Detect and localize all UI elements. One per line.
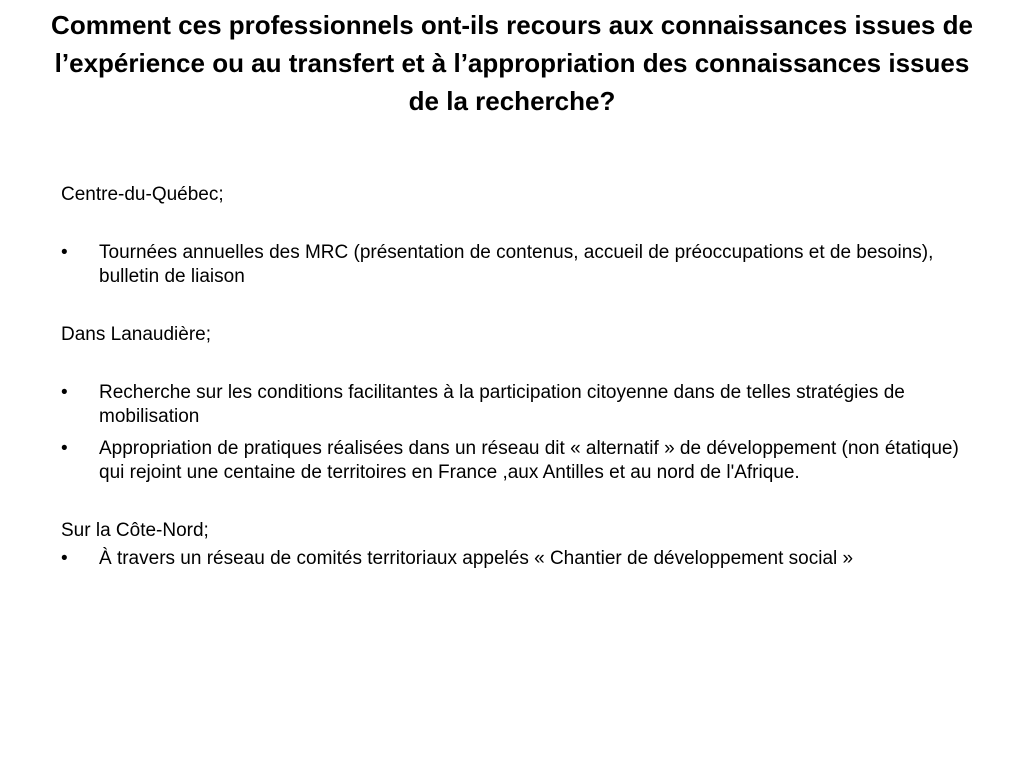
- bullet-glyph: •: [61, 548, 68, 569]
- bullet-text: Recherche sur les conditions facilitantes à la participation citoyenne dans de telles stratégies de mobilisation: [99, 382, 905, 427]
- bullet-glyph: •: [61, 242, 68, 263]
- section-heading-centre-du-quebec: Centre-du-Québec;: [61, 184, 224, 205]
- bullet-item: [61, 547, 971, 571]
- bullet-text: Appropriation de pratiques réalisées dans un réseau dit « alternatif » de développement (non étatique) qui rejoint une centaine de territoires en France ,aux Antilles et au nord de l'Afrique.: [99, 438, 959, 483]
- bullet-text: Tournées annuelles des MRC (présentation de contenus, accueil de préoccupations et de besoins), bulletin de liaison: [99, 242, 934, 287]
- bullet-item: [61, 241, 971, 289]
- bullet-glyph: •: [61, 382, 68, 403]
- section-heading-lanaudiere: Dans Lanaudière;: [61, 324, 211, 345]
- slide-content: [61, 183, 971, 571]
- bullet-glyph: •: [61, 438, 68, 459]
- bullet-text: À travers un réseau de comités territoriaux appelés « Chantier de développement social »: [99, 548, 854, 569]
- bullet-item: [61, 437, 971, 485]
- slide-title: Comment ces professionnels ont-ils recours aux connaissances issues de l’expérience ou au transfert et à l’appropriation des connaissances issues de la recherche?: [51, 10, 973, 116]
- bullet-item: [61, 381, 971, 429]
- section-heading-cote-nord: Sur la Côte-Nord;: [61, 520, 209, 541]
